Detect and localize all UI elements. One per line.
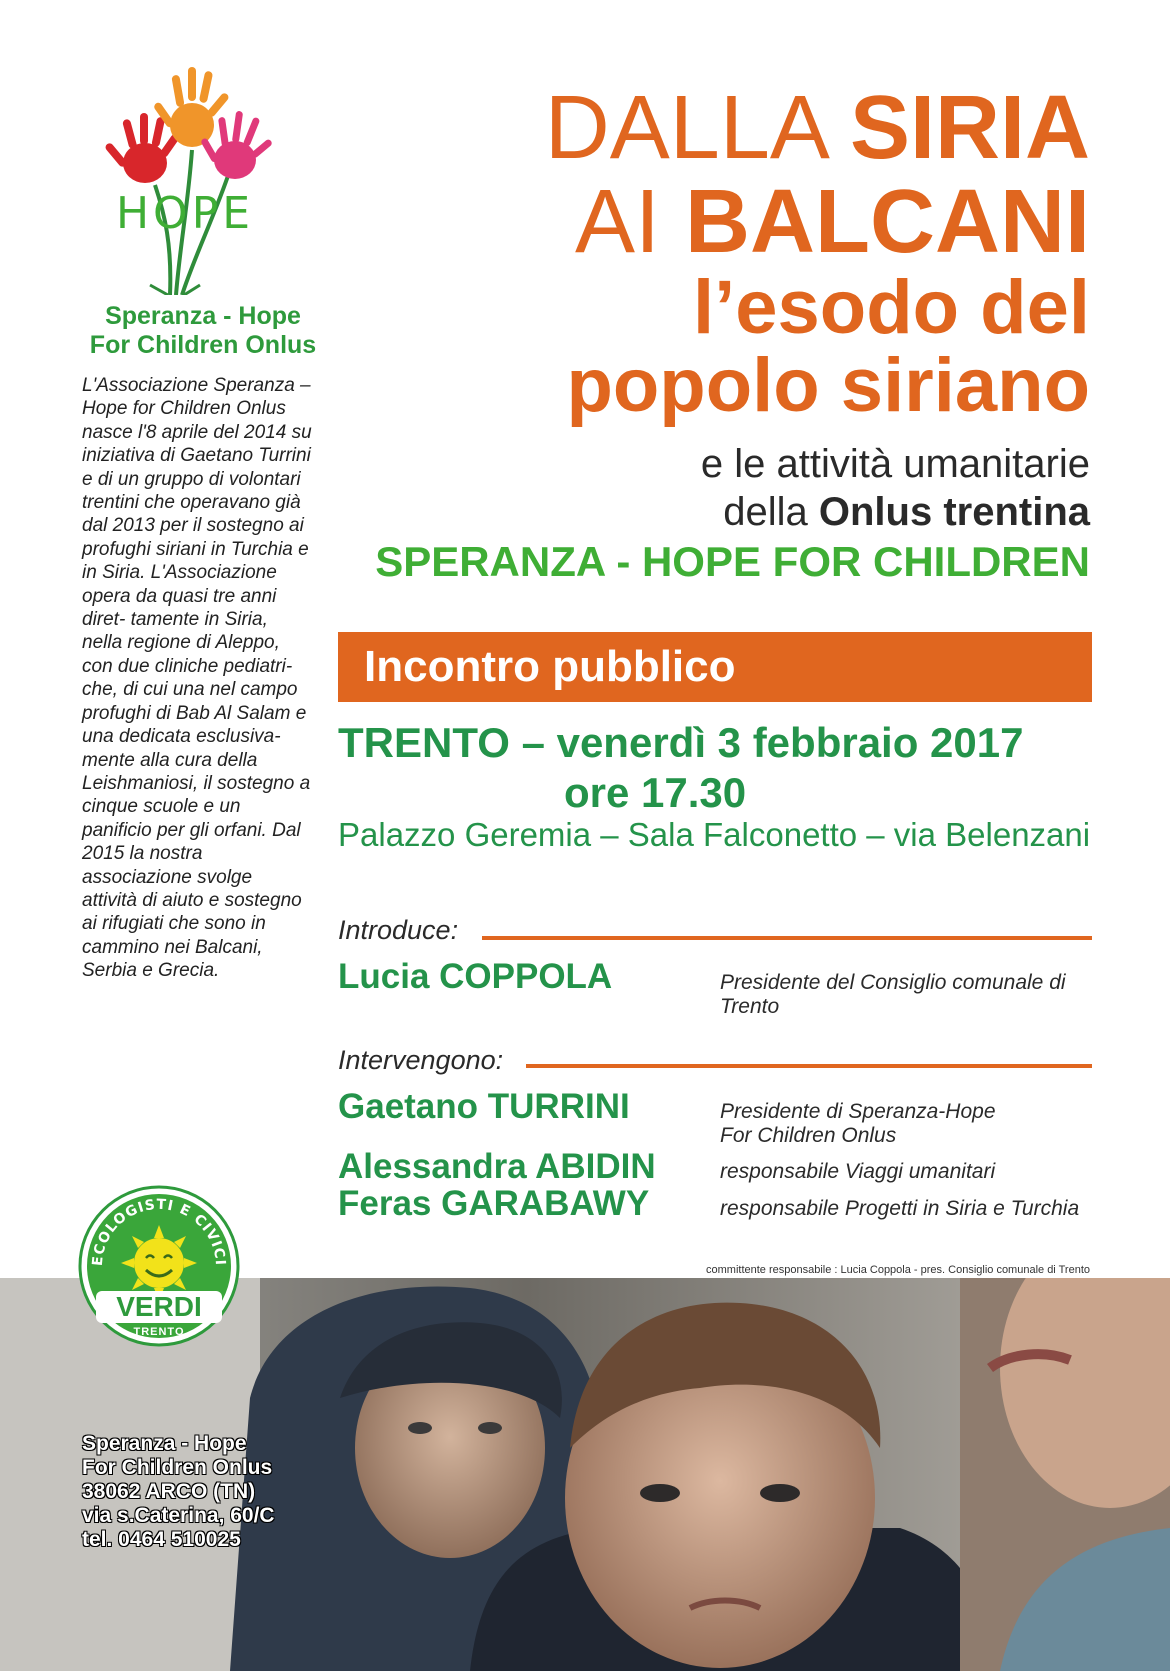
speaker-role: responsabile Progetti in Siria e Turchia: [720, 1197, 1080, 1220]
introduce-label: Introduce:: [338, 915, 459, 945]
event-banner: [338, 632, 1092, 702]
intervengono-label: Intervengono:: [338, 1045, 504, 1075]
speaker-name: Feras GARABAWY: [338, 1184, 650, 1223]
subtitle-line2-prefix: della: [723, 490, 819, 534]
organization-name-line2: For Children Onlus: [89, 331, 317, 359]
event-banner-text: Incontro pubblico: [364, 642, 736, 691]
address-line4: via s.Caterina, 60/C: [82, 1504, 275, 1527]
verdi-name: VERDI: [116, 1291, 202, 1322]
hope-logo: [80, 45, 290, 295]
title-line1: [545, 78, 1090, 178]
address-line1: Speranza - Hope: [82, 1432, 247, 1455]
speaker-name: Alessandra ABIDIN: [338, 1147, 656, 1186]
address-line3: 38062 ARCO (TN): [82, 1480, 256, 1503]
address-phone: tel. 0464 510025: [82, 1528, 241, 1551]
organization-name-line1: Speranza - Hope: [105, 302, 301, 330]
subtitle-line2-bold: Onlus trentina: [818, 490, 1090, 534]
introduce-speaker: Lucia COPPOLA: [338, 957, 613, 996]
event-place: Palazzo Geremia – Sala Falconetto – via Belenzani: [338, 816, 1091, 853]
title-line2: [575, 172, 1090, 272]
speaker-name: Gaetano TURRINI: [338, 1087, 630, 1126]
title-line2-bold: BALCANI: [685, 172, 1090, 272]
title-line1-light: DALLA: [544, 78, 850, 178]
title-line1-bold: SIRIA: [849, 78, 1090, 178]
event-date: TRENTO – venerdì 3 febbraio 2017: [338, 719, 1024, 766]
title-line3: l’esodo del: [693, 265, 1090, 350]
organization-description: L'Associazione Speranza – Hope for Children Onlus nasce l'8 aprile del 2014 su iniziativa di Gaetano Turrini e di un gruppo di volontari trentini che operavano già dal 2013 per il sostegno ai profughi siriani in Turchia e in Siria. L'Associazione opera da quasi tre anni diret- tamente in Siria, nella regione di Aleppo, con due cliniche pediatri- che, di cui una nel campo profughi di Bab Al Salam e una dedicata esclusiva- mente alla cura della Leishmaniosi, il sostegno a cinque scuole e un panificio per gli orfani. Dal 2015 la nostra associazione svolge attività di aiuto e sostegno ai rifugiati che sono in cammino nei Balcani, Serbia e Grecia.: [82, 375, 312, 982]
subtitle-line1: e le attività umanitarie: [700, 442, 1090, 486]
speaker-role: Presidente di Speranza-Hope For Children Onlus: [720, 1100, 996, 1147]
address-line2: For Children Onlus: [82, 1456, 273, 1479]
committente-note: committente responsabile : Lucia Coppola - pres. Consiglio comunale di Trento: [706, 1264, 1090, 1276]
title-line2-light: AI: [574, 172, 686, 272]
verdi-city: TRENTO: [133, 1326, 185, 1338]
introduce-divider: [482, 936, 1092, 940]
intervengono-divider: [526, 1064, 1092, 1068]
event-time: ore 17.30: [564, 769, 747, 816]
hope-logo-text: HOPE: [115, 188, 255, 239]
organization-address: [82, 1432, 275, 1552]
introduce-role: Presidente del Consiglio comunale di Trento: [720, 971, 1066, 1018]
verdi-logo: [78, 1185, 240, 1347]
title-line4: popolo siriano: [566, 343, 1090, 428]
subtitle-line2: [723, 488, 1090, 536]
speaker-role: responsabile Viaggi umanitari: [720, 1160, 996, 1183]
organization-name: [68, 302, 338, 360]
verdi-arc-text: ECOLOGISTI E CIVICI: [89, 1196, 229, 1267]
subtitle-line3: SPERANZA - HOPE FOR CHILDREN: [375, 538, 1090, 585]
